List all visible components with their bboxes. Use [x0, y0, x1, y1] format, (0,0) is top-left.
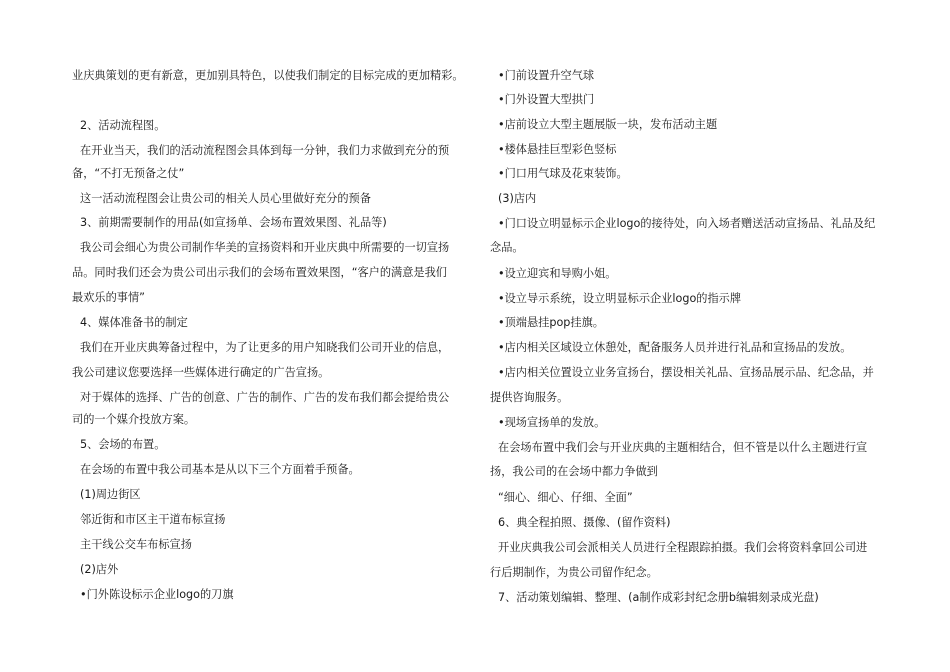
text-line: 主干线公交车布标宣扬: [80, 538, 192, 551]
text-line: 提供咨询服务。: [490, 391, 569, 404]
text-line: •门口设立明显标示企业logo的接待处，向入场者赠送活动宣扬品、礼品及纪: [498, 217, 876, 230]
text-line: (2)店外: [80, 563, 119, 576]
text-line: 在开业当天，我们的活动流程图会具体到每一分钟，我们力求做到充分的预: [80, 144, 450, 157]
text-line: 司的一个媒介投放方案。: [72, 413, 196, 426]
text-line: •设立迎宾和导购小姐。: [498, 267, 617, 280]
text-line: 备，“不打无预备之仗”: [72, 167, 185, 180]
text-line: 6、典全程拍照、摄像、(留作资料): [498, 516, 671, 529]
text-line: 我公司建议您要选择一些媒体进行确定的广告宣扬。: [72, 366, 330, 379]
text-line: 开业庆典我公司会派相关人员进行全程跟踪拍摄。我们会将资料拿回公司进: [498, 541, 868, 554]
text-line: 在会场的布置中我公司基本是从以下三个方面着手预备。: [80, 463, 360, 476]
text-line: 业庆典策划的更有新意，更加别具特色，以使我们制定的目标完成的更加精彩。: [72, 69, 464, 82]
text-line: 5、会场的布置。: [80, 438, 166, 451]
text-line: 对于媒体的选择、广告的创意、广告的制作、广告的发布我们都会提给贵公: [80, 391, 450, 404]
text-line: •设立导示系统，设立明显标示企业logo的指示牌: [498, 292, 742, 305]
text-line: 这一活动流程图会让贵公司的相关人员心里做好充分的预备: [80, 192, 371, 205]
text-line: •门外设置大型拱门: [498, 93, 595, 106]
text-line: 3、前期需要制作的用品(如宣扬单、会场布置效果图、礼品等): [80, 216, 387, 229]
text-line: 念品。: [490, 241, 524, 254]
text-line: 7、活动策划编辑、整理、(a制作成彩封纪念册b编辑刻录成光盘): [498, 591, 819, 604]
text-line: 扬，我公司的在会场中都力争做到: [490, 465, 658, 478]
text-line: 我们在开业庆典筹备过程中，为了让更多的用户知晓我们公司开业的信息，: [80, 341, 450, 354]
text-line: 在会场布置中我们会与开业庆典的主题相结合，但不管是以什么主题进行宣: [498, 441, 868, 454]
text-line: (1)周边街区: [80, 488, 141, 501]
text-line: •门口用气球及花束装饰。: [498, 167, 628, 180]
text-line: •店前设立大型主题展版一块，发布活动主题: [498, 118, 718, 131]
text-line: “细心、细心、仔细、全面”: [498, 491, 633, 504]
text-line: 行后期制作，为贵公司留作纪念。: [490, 566, 658, 579]
text-line: •店内相关区域设立休憩处，配备服务人员并进行礼品和宣扬品的发放。: [498, 341, 852, 354]
text-line: 邻近街和市区主干道布标宣扬: [80, 513, 226, 526]
text-line: •楼体悬挂巨型彩色竖标: [498, 143, 617, 156]
text-line: 2、活动流程图。: [80, 119, 166, 132]
text-line: 4、媒体准备书的制定: [80, 316, 188, 329]
text-line: •现场宣扬单的发放。: [498, 416, 606, 429]
text-line: •门前设置升空气球: [498, 69, 595, 82]
text-line: •门外陈设标示企业logo的刀旗: [80, 588, 234, 601]
text-line: 最欢乐的事情”: [72, 291, 145, 304]
text-line: (3)店内: [498, 192, 537, 205]
text-line: 品。同时我们还会为贵公司出示我们的会场布置效果图，“客户的满意是我们: [72, 266, 447, 279]
text-line: •店内相关位置设立业务宣扬台，摆设相关礼品、宣扬品展示品、纪念品，并: [498, 366, 874, 379]
text-line: •顶端悬挂pop挂旗。: [498, 316, 604, 329]
text-line: 我公司会细心为贵公司制作华美的宣扬资料和开业庆典中所需要的一切宣扬: [80, 241, 450, 254]
